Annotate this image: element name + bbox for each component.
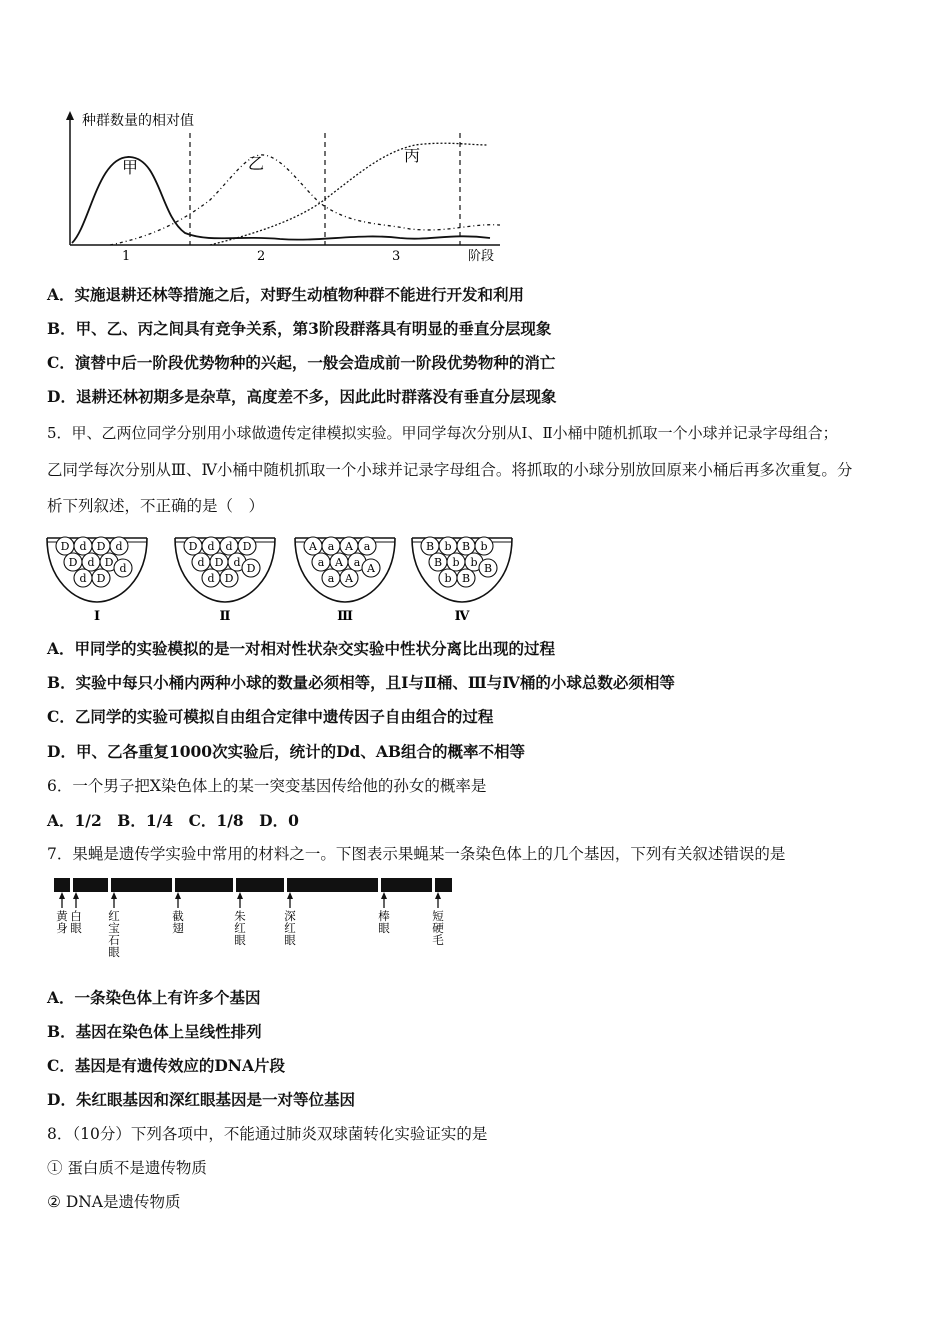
q7-option-c: C．基因是有遗传效应的DNA片段 (47, 1056, 285, 1075)
ball-letter: a (363, 540, 371, 553)
gene-label-char: 黄 (56, 909, 68, 923)
chromosome-band-gap (378, 878, 381, 892)
chromosome-band-gap (70, 878, 73, 892)
q8-item-2: ② DNA是遗传物质 (47, 1193, 181, 1211)
gene-label-char: 短 (432, 909, 444, 923)
stage-tick-2: 2 (257, 249, 266, 264)
ball-letter: a (353, 556, 361, 569)
ball-letter: A (367, 562, 375, 575)
chromosome-band-gap (108, 878, 111, 892)
q5-stem-line-1: 5．甲、乙两位同学分别用小球做遗传定律模拟实验。甲同学每次分别从Ⅰ、Ⅱ小桶中随机抓取一个小球并记录字母组合； (47, 424, 838, 442)
chromosome-band-gap (233, 878, 236, 892)
ball-letter: d (115, 540, 123, 553)
ball-letter: D (96, 540, 106, 553)
gene-marker (108, 892, 120, 959)
q4-option-a: A．实施退耕还林等措施之后，对野生动植物种群不能进行开发和利用 (47, 285, 525, 304)
ball-letter: D (246, 562, 256, 575)
ball-letter: B (483, 562, 493, 575)
gene-label-char: 棒 (378, 909, 390, 923)
gene-label-char: 截 (172, 909, 184, 923)
ball-letter: A (345, 540, 353, 553)
gene-label-char: 白 (70, 909, 82, 923)
curve-label-jia: 甲 (122, 158, 139, 177)
gene-label-char: 红 (284, 921, 296, 935)
gene-label-char: 红 (234, 921, 246, 935)
q5-option-d: D．甲、乙各重复1000次实验后，统计的Dd、AB组合的概率不相等 (47, 742, 525, 761)
ball-letter: D (104, 556, 114, 569)
ball-letter: B (461, 572, 471, 585)
population-graph (60, 105, 510, 265)
stage-tick-1: 1 (122, 249, 131, 264)
ball-letter: D (242, 540, 252, 553)
gene-label-char: 红 (108, 909, 120, 923)
gene-label-char: 眼 (284, 933, 296, 947)
bucket-1 (47, 537, 147, 624)
ball-letter: d (225, 540, 233, 553)
ball-letter: B (433, 556, 443, 569)
gene-marker (172, 892, 184, 935)
ball-letter: d (233, 556, 241, 569)
ball-letter: D (96, 572, 106, 585)
chromosome-band-gap (284, 878, 287, 892)
q6-stem: 6．一个男子把X染色体上的某一突变基因传给他的孙女的概率是 (47, 777, 487, 795)
y-axis-label: 种群数量的相对值 (82, 113, 194, 129)
gene-arrow-head (381, 892, 387, 899)
ball-letter: b (480, 540, 488, 553)
ball-letter: B (461, 540, 471, 553)
q7-stem: 7．果蝇是遗传学实验中常用的材料之一。下图表示果蝇某一条染色体上的几个基因，下列有关叙述错误的是 (47, 845, 786, 863)
ball-letter: b (444, 572, 452, 585)
gene-label-char: 眼 (108, 945, 120, 959)
ball-letter: D (214, 556, 224, 569)
ball-letter: a (327, 572, 335, 585)
ball-letter: D (188, 540, 198, 553)
gene-marker (378, 892, 390, 935)
gene-marker (56, 892, 68, 935)
curve-yi (110, 155, 500, 245)
chromosome-bar (54, 878, 452, 892)
q4-option-d: D．退耕还林初期多是杂草，高度差不多，因此此时群落没有垂直分层现象 (47, 387, 557, 406)
chromosome-figure (48, 872, 468, 962)
gene-arrow-head (111, 892, 117, 899)
bucket-4 (412, 537, 512, 624)
gene-label-char: 深 (284, 909, 296, 923)
q7-option-a: A．一条染色体上有许多个基因 (47, 988, 261, 1007)
gene-arrow-head (287, 892, 293, 899)
gene-label-char: 身 (56, 921, 68, 935)
curve-label-bing: 丙 (404, 146, 421, 165)
gene-arrow-head (73, 892, 79, 899)
q5-option-b: B．实验中每只小桶内两种小球的数量必须相等，且Ⅰ与Ⅱ桶、Ⅲ与Ⅳ桶的小球总数必须相等 (47, 673, 675, 692)
bucket-label: Ⅱ (219, 609, 231, 624)
ball-letter: d (87, 556, 95, 569)
stage-tick-3: 3 (392, 249, 401, 264)
ball-letter: a (317, 556, 325, 569)
ball-letter: b (470, 556, 478, 569)
buckets-figure (45, 530, 525, 630)
q8-stem: 8．（10分）下列各项中，不能通过肺炎双球菌转化实验证实的是 (47, 1125, 488, 1143)
ball-letter: d (207, 540, 215, 553)
gene-label-char: 朱 (234, 909, 246, 923)
ball-letter: D (68, 556, 78, 569)
gene-label-char: 硬 (432, 921, 444, 935)
ball-letter: A (309, 540, 317, 553)
ball-letter: A (335, 556, 343, 569)
ball-letter: b (452, 556, 460, 569)
gene-label-char: 眼 (234, 933, 246, 947)
q7-option-d: D．朱红眼基因和深红眼基因是一对等位基因 (47, 1090, 355, 1109)
gene-label-char: 翅 (172, 921, 184, 935)
gene-arrow-head (237, 892, 243, 899)
bucket-label: Ⅰ (93, 609, 101, 624)
gene-label-char: 眼 (378, 921, 390, 935)
q8-item-1: ① 蛋白质不是遗传物质 (47, 1159, 207, 1177)
ball-letter: a (327, 540, 335, 553)
gene-label-char: 宝 (108, 921, 120, 935)
ball-letter: d (197, 556, 205, 569)
gene-marker (284, 892, 296, 947)
ball-letter: D (60, 540, 70, 553)
bucket-label: Ⅲ (337, 609, 353, 624)
bucket-label: Ⅳ (454, 609, 470, 624)
q6-options: A．1/2 B．1/4 C．1/8 D．0 (47, 811, 299, 830)
gene-arrow-head (435, 892, 441, 899)
ball-letter: d (79, 540, 87, 553)
ball-letter: b (444, 540, 452, 553)
q4-option-c: C．演替中后一阶段优势物种的兴起，一般会造成前一阶段优势物种的消亡 (47, 353, 556, 372)
y-axis-arrow (66, 111, 74, 120)
gene-marker (234, 892, 246, 947)
ball-letter: B (425, 540, 435, 553)
q4-option-b: B．甲、乙、丙之间具有竞争关系，第3阶段群落具有明显的垂直分层现象 (47, 319, 552, 338)
gene-marker (432, 892, 444, 947)
gene-arrow-head (175, 892, 181, 899)
q5-option-a: A．甲同学的实验模拟的是一对相对性状杂交实验中性状分离比出现的过程 (47, 639, 556, 658)
q5-stem-line-2: 乙同学每次分别从Ⅲ、Ⅳ小桶中随机抓取一个小球并记录字母组合。将抓取的小球分别放回原来小桶后再多次重复。分 (47, 461, 853, 479)
gene-label-char: 石 (108, 933, 120, 947)
bucket-3 (295, 537, 395, 624)
gene-label-char: 眼 (70, 921, 82, 935)
ball-letter: d (79, 572, 87, 585)
ball-letter: d (207, 572, 215, 585)
curve-label-yi: 乙 (248, 154, 265, 173)
ball-letter: A (345, 572, 353, 585)
x-axis-label: 阶段 (468, 249, 495, 264)
bucket-2 (175, 537, 275, 624)
gene-label-char: 毛 (432, 933, 444, 947)
gene-arrow-head (59, 892, 65, 899)
gene-marker (70, 892, 82, 935)
q5-option-c: C．乙同学的实验可模拟自由组合定律中遗传因子自由组合的过程 (47, 707, 494, 726)
ball-letter: d (119, 562, 127, 575)
chromosome-band-gap (432, 878, 435, 892)
q5-stem-line-3: 析下列叙述，不正确的是（ ） (47, 497, 265, 515)
q7-option-b: B．基因在染色体上呈线性排列 (47, 1022, 262, 1041)
chromosome-band-gap (172, 878, 175, 892)
ball-letter: D (224, 572, 234, 585)
